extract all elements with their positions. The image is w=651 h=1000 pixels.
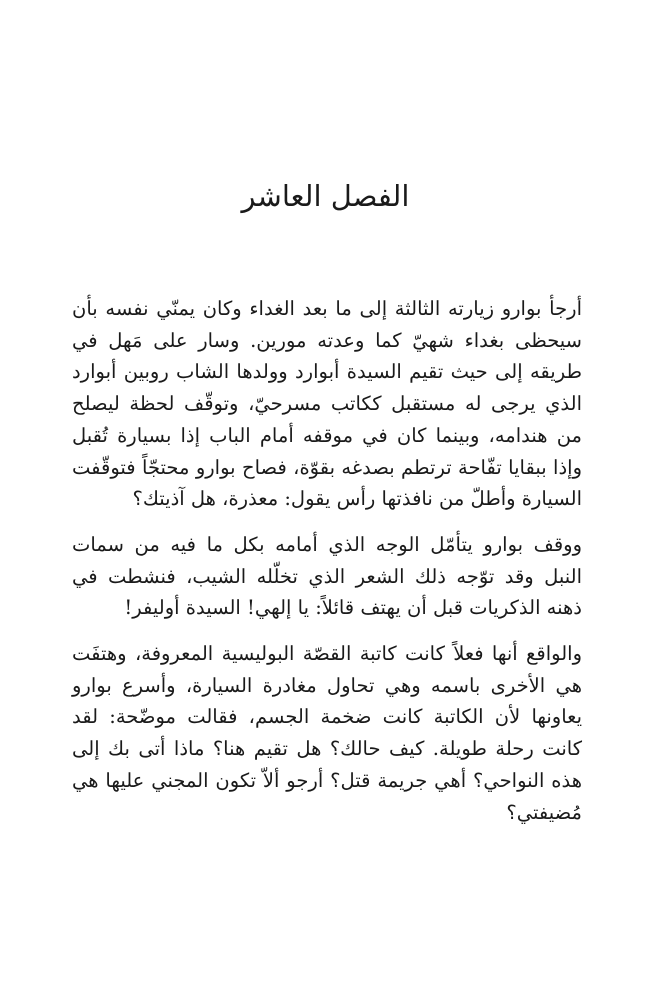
chapter-body bbox=[72, 293, 582, 828]
paragraph-3: والواقع أنها فعلاً كانت كاتبة القصّة البوليسية المعروفة، وهتفَت هي الأخرى باسمه وهي تحاول مغادرة السيارة، وأسرع بوارو يعاونها لأن الكاتبة كانت ضخمة الجسم، فقالت موضّحة: لقد كانت رحلة طويلة. كيف حالك؟ هل تقيم هنا؟ ماذا أتى بك إلى هذه النواحي؟ أهي جريمة قتل؟ أرجو ألاّ تكون المجني عليها هي مُضيفتي؟ bbox=[72, 642, 582, 824]
paragraph-1: أرجأ بوارو زيارته الثالثة إلى ما بعد الغداء وكان يمنّي نفسه بأن سيحظى بغداء شهيّ كما وعدته مورين. وسار على مَهل في طريقه إلى حيث تقيم السيدة أبوارد وولدها الشاب روبين أبوارد الذي يرجى له مستقبل ككاتب مسرحيّ، وتوقّف لحظة ليصلح من هندامه، وبينما كان في موقفه أمام الباب إذا بسيارة تُقبل وإذا ببقايا تفّاحة ترتطم بصدغه بقوّة، فصاح بوارو محتجّاً فتوقّفت السيارة وأطلّ من نافذتها رأس يقول: معذرة، هل آذيتك؟ bbox=[72, 297, 582, 511]
paragraph-2: ووقف بوارو يتأمّل الوجه الذي أمامه بكل ما فيه من سمات النبل وقد توّجه ذلك الشعر الذي تخلّله الشيب، فنشطت في ذهنه الذكريات قبل أن يهتف قائلاً: يا إلهي! السيدة أوليفر! bbox=[72, 532, 582, 620]
chapter-title: الفصل العاشر bbox=[241, 179, 410, 213]
